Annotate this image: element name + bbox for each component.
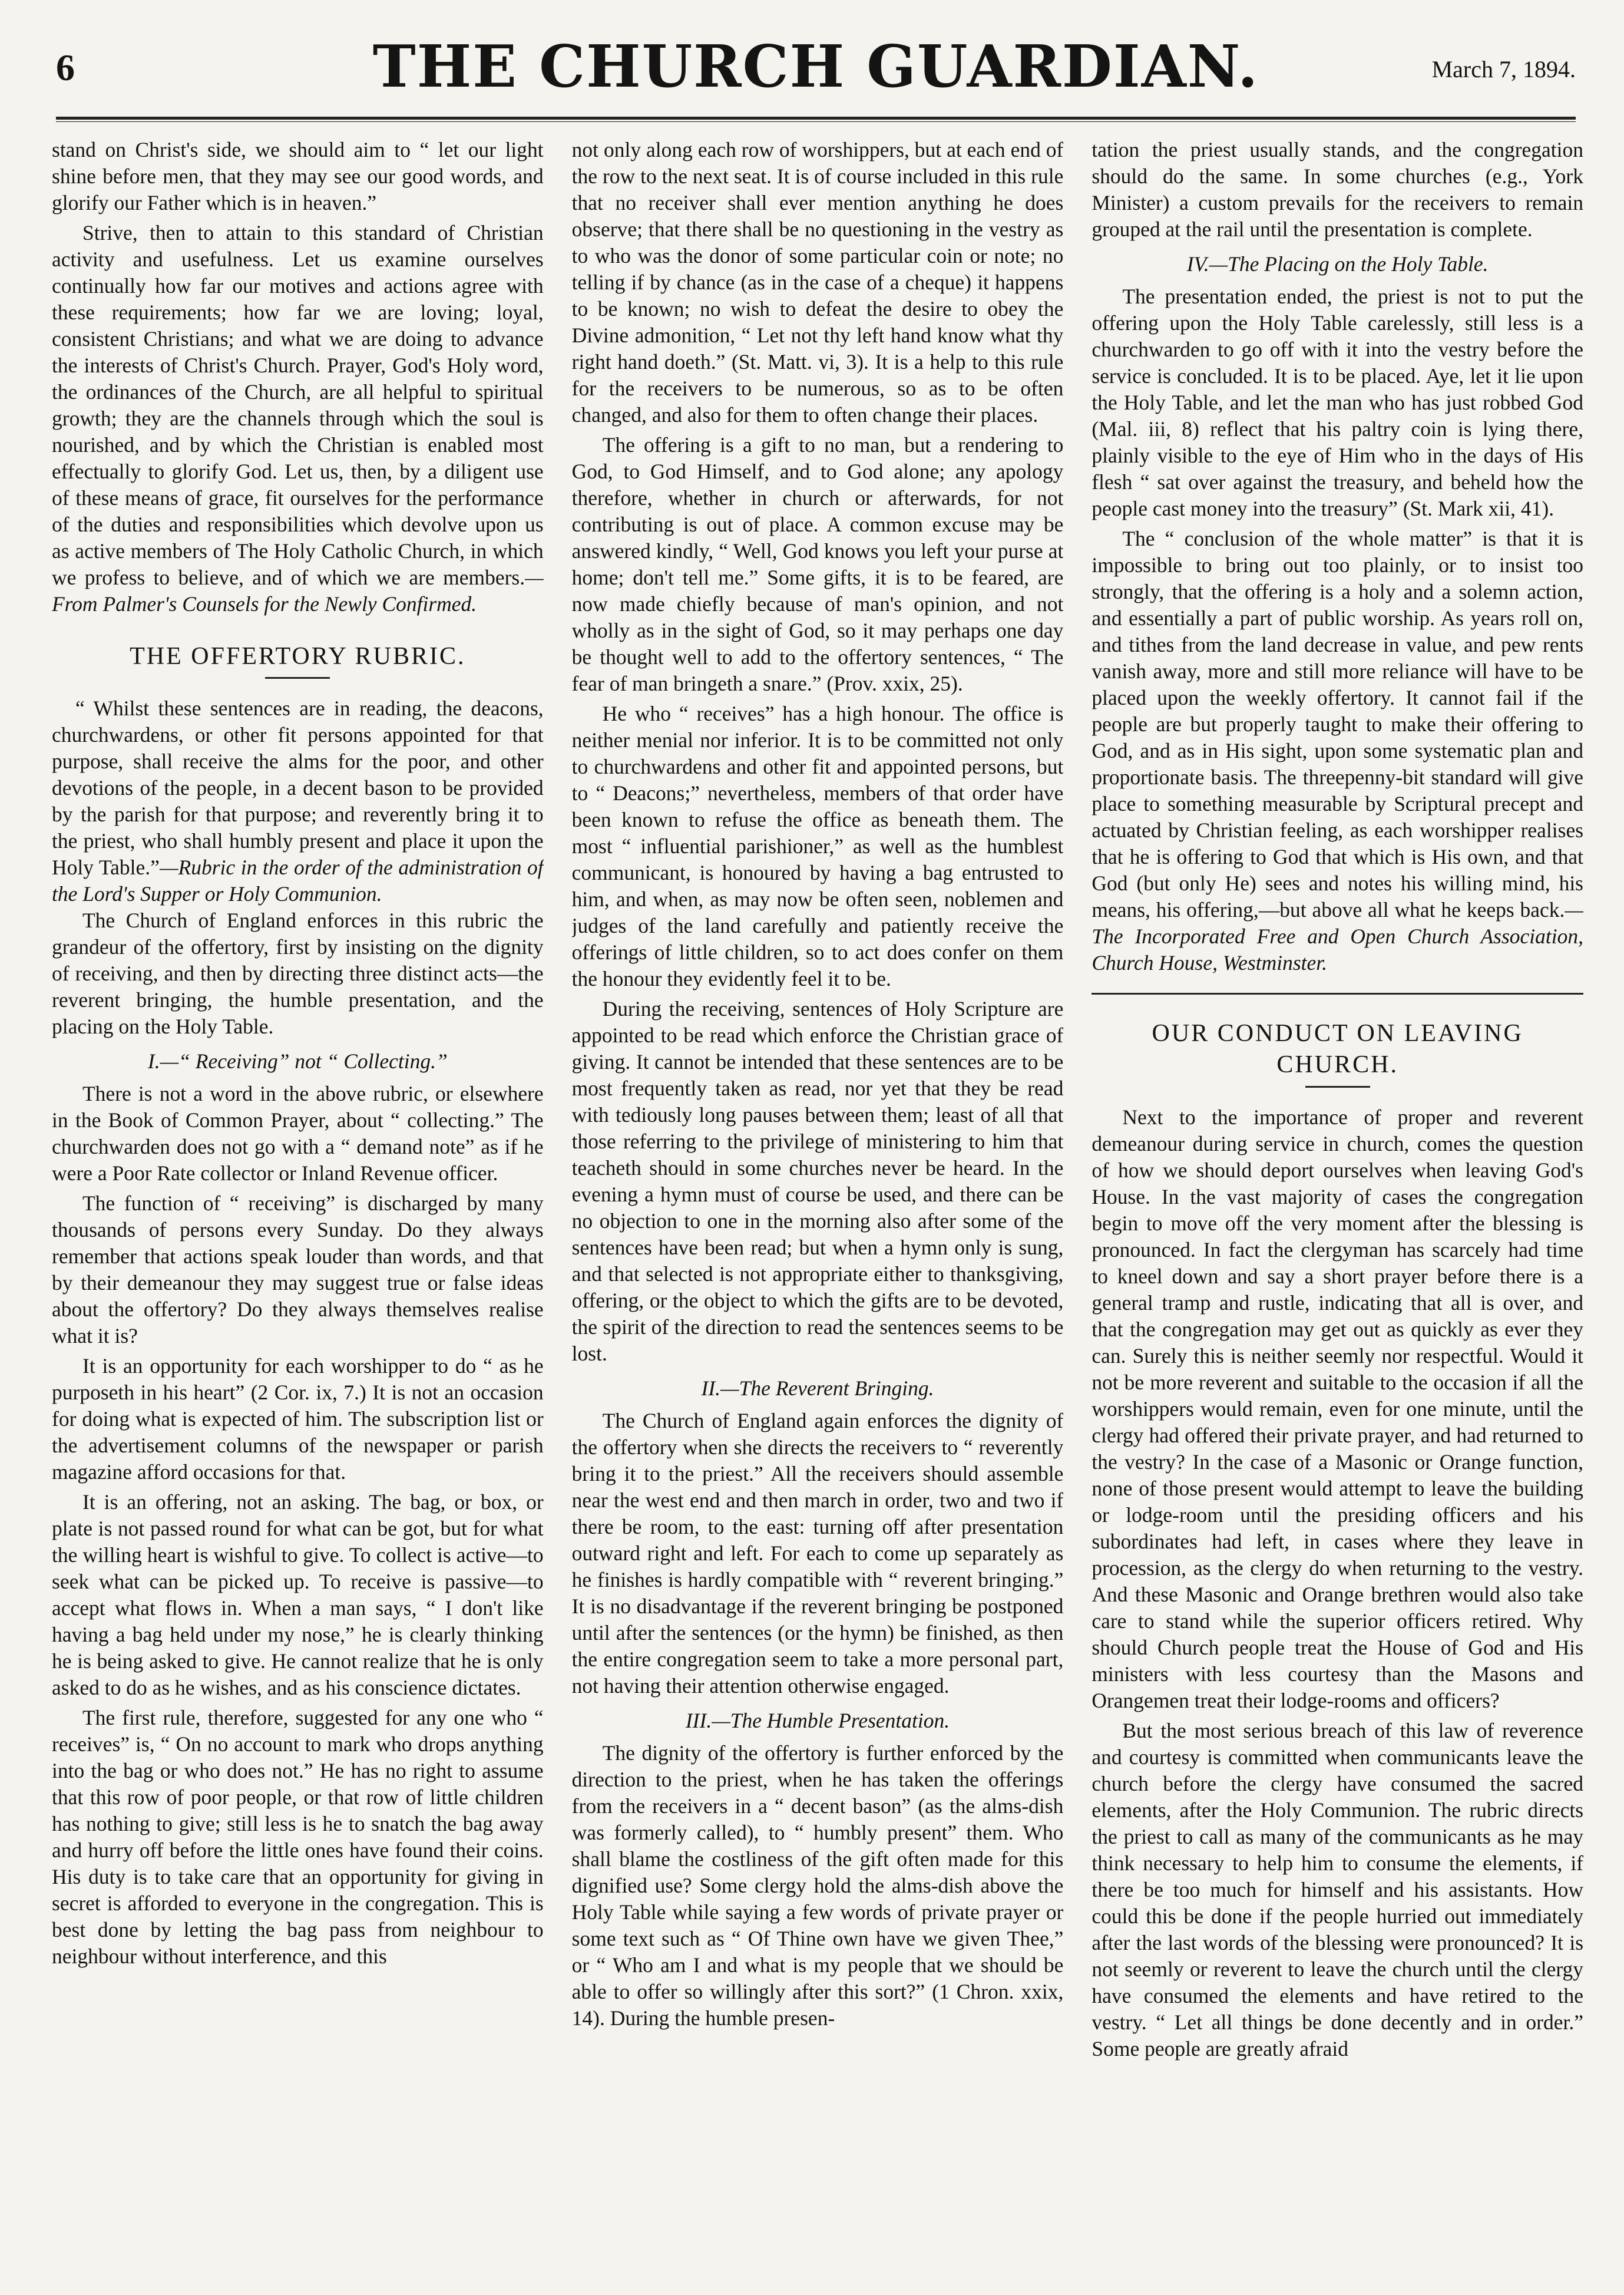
paragraph: But the most serious breach of this law of reverence and courtesy is committed when communicants leave the church before the clergy have consumed the sacred elements, after the Holy Communion. The rubric directs the priest to call as many of the communicants as he may think necessary to help him to consume the elements, if there be too much for himself and his assistants. How could this be done if the people hurried out immediately after the last words of the blessing were pronounced? It is not seemly or reverent to leave the church until the clergy have consumed the elements and have retired to the vestry. “ Let all things be done decently and in order.” Some people are greatly afraid	[1092, 1718, 1584, 2060]
paragraph: tation the priest usually stands, and the congregation should do the same. In some churches (e.g., York Minister) a custom prevails for the receivers to remain grouped at the rail until the presentation is complete.	[1092, 138, 1584, 241]
heading-rule	[265, 677, 330, 679]
paragraph: There is not a word in the above rubric, or elsewhere in the Book of Common Prayer, about “ collecting.” The churchwarden does not go with a “ demand note” as if he were a Poor Rate collector or Inland Revenue officer.	[52, 1082, 544, 1186]
subheading: IV.—The Placing on the Holy Table.	[1186, 252, 1489, 276]
source-credit: —The Incorporated Free and Open Church Association, Church House, Westminster.	[1092, 898, 1584, 975]
paragraph: not only along each row of worshippers, but at each end of the row to the next seat. It is of course included in this rule that no receiver shall ever mention anything he does observe; that there shall be no questioning in the vestry as to who was the donor of some particular coin or note; no telling if by chance (as in the case of a cheque) it happens to be known; no wish to defeat the desire to obey the Divine admonition, “ Let not thy left hand know what thy right hand doeth.” (St. Matt. vi, 3). It is a help to this rule for the receivers to be numerous, so as to be often changed, and also for them to often change their places.	[571, 138, 1064, 427]
source-credit: —From Palmer's Counsels for the Newly Confirmed.	[52, 566, 544, 616]
paragraph: The first rule, therefore, suggested for any one who “ receives” is, “ On no account to mark who drops anything into the bag or who does not.” He has no right to assume that this row of poor people, or that row of little children has nothing to give; still less is he to snatch the bag away and hurry off before the little ones have found their coins. His duty is to take care that an opportunity for giving in secret is afforded to everyone in the congregation. This is best done by letting the bag pass from neighbour to neighbour without interference, and this	[52, 1706, 544, 1969]
article-heading: OUR CONDUCT ON LEAVING CHURCH.	[1152, 1020, 1523, 1079]
paragraph: The Church of England again enforces the dignity of the offertory when she directs the receivers to “ reverently bring it to the priest.” All the receivers should assemble near the west end and then march in order, two and two if there be room, to the east: turning off after presentation outward right and left. For each to come up separately as he finishes is hardly compatible with “ reverent bringing.” It is no disadvantage if the reverent bringing be postponed until after the sentences (or the hymn) be finished, as then the entire congregation seem to take a more personal part, not having their attention otherwise engaged.	[571, 1409, 1064, 1698]
paragraph	[1092, 526, 1583, 976]
paragraph: It is an offering, not an asking. The bag, or box, or plate is not passed round for what can be got, but for what the willing heart is wishful to give. To collect is active—to seek what can be picked up. To receive is passive—to accept what flows in. When a man says, “ I don't like having a bag held under my nose,” he is clearly thinking he is being asked to give. He cannot realize that he is only asked to do as he wishes, and as his conscience dictates.	[52, 1490, 544, 1700]
paragraph: He who “ receives” has a high honour. The office is neither menial nor inferior. It is to be committed not only to churchwardens and other fit and appointed persons, but to “ Deacons;” nevertheless, members of that order have been known to refuse the office as beneath them. The most “ influential parishioner,” as well as the humblest communicant, is honoured by having a bag entrusted to him, and when, as may now be often seen, noblemen and judges of the land carefully and patiently receive the offerings of little children, so to act does confer on them the honour they evidently feel it to be.	[571, 702, 1064, 990]
paragraph: Next to the importance of proper and reverent demeanour during service in church, comes the question of how we should deport ourselves when leaving God's House. In the vast majority of cases the congregation begin to move off the very moment after the blessing is pronounced. In fact the clergyman has scarcely had time to kneel down and say a short prayer before there is a general tramp and rustle, indicating that all is over, and that the congregation may get out as quickly as ever they can. Surely this is neither seemly nor respectful. Would it not be more reverent and suitable to the occasion if all the worshippers would remain, even for one minute, until the clergy had offered their private prayer, and had returned to the vestry? In the case of a Masonic or Orange function, none of those present would attempt to leave the building or lodge-room until the presiding officers and his subordinates had left, in cases where they leave in procession, as the clergy do when returning to the vestry. And these Masonic and Orange brethren would also take care to stand while the superior officers retired. Why should Church people treat the House of God and His ministers with less courtesy than the Masons and Orangemen treat their lodge-rooms and officers?	[1092, 1105, 1584, 1712]
heading-rule	[1305, 1086, 1370, 1088]
subheading: II.—The Reverent Bringing.	[701, 1376, 934, 1400]
article-columns	[52, 137, 1583, 2270]
column-3	[1092, 137, 1583, 2270]
paragraph: The offering is a gift to no man, but a rendering to God, to God Himself, and to God alone; any apology therefore, whether in church or afterwards, for not contributing is out of place. A common excuse may be answered kindly, “ Well, God knows you left your purse at home; don't tell me.” Some gifts, it is to be feared, are now made chiefly because of man's opinion, and not wholly as in the sight of God, so it may perhaps one day be thought well to add to the offertory sentences, “ The fear of man bringeth a snare.” (Prov. xxix, 25).	[571, 433, 1064, 695]
masthead-rule	[56, 117, 1576, 122]
quote-text: “ Whilst these sentences are in reading, the deacons, churchwardens, or other fit persons appointed for that purpose, shall receive the alms for the poor, and other devotions of the people, in a decent bason to be provided by the parish for that purpose; and reverently bring it to the priest, who shall humbly present and place it upon the Holy Table.”	[52, 696, 544, 880]
section-divider	[1092, 993, 1583, 995]
source-credit: —Rubric in the order of the administration of the Lord's Supper or Holy Communion.	[52, 856, 544, 906]
paragraph	[52, 220, 544, 617]
masthead	[56, 28, 1576, 117]
paragraph: The dignity of the offertory is further enforced by the direction to the priest, when he has taken the offerings from the receivers in a “ decent bason” (as the alms-dish was formerly called), to “ humbly present” them. Who shall blame the costliness of the gift often made for this dignified use? Some clergy hold the alms-dish above the Holy Table while saying a few words of private prayer or some text such as “ Of Thine own have we given Thee,” or “ Who am I and what is my people that we should be able to offer so willingly after this sort?” (1 Chron. xxix, 14). During the humble presen-	[571, 1741, 1064, 2030]
subheading: I.—“ Receiving” not “ Collecting.”	[147, 1049, 448, 1074]
paragraph: During the receiving, sentences of Holy Scripture are appointed to be read which enforce the Christian grace of giving. It cannot be intended that these sentences are to be most frequently taken as read, nor yet that they be read with tediously long pauses between them; least of all that those referring to the privilege of ministering to him that teacheth should in some churches never be heard. In the evening a hymn must of course be used, and there can be no objection to one in the morning also after some of the sentences have been read; but when a hymn only is sung, and that selected is not appropriate either to thanksgiving, offering, or the object to which the gifts are to be devoted, the spirit of the direction to read the sentences seems to be lost.	[571, 997, 1064, 1365]
paragraph: The presentation ended, the priest is not to put the offering upon the Holy Table carelessly, still less is a churchwarden to go off with it into the vestry before the service is concluded. It is to be placed. Aye, let it lie upon the Holy Table, and let the man who has just robbed God (Mal. iii, 8) reflect that his paltry coin is lying there, plainly visible to the eye of Him who in the days of His flesh “ sat over against the treasury, and beheld how the people cast money into the treasury” (St. Mark xii, 41).	[1092, 285, 1584, 520]
paragraph	[52, 695, 544, 907]
column-1	[52, 137, 544, 2270]
article-heading: THE OFFERTORY RUBRIC.	[130, 643, 466, 670]
paragraph: The Church of England enforces in this rubric the grandeur of the offertory, first by insisting on the dignity of receiving, and then by directing three distinct acts—the reverent bringing, the humble presentation, and the placing on the Holy Table.	[52, 909, 544, 1039]
paragraph: stand on Christ's side, we should aim to “ let our light shine before men, that they may see our good words, and glorify our Father which is in heaven.”	[52, 138, 544, 214]
paragraph: It is an opportunity for each worshipper to do “ as he purposeth in his heart” (2 Cor. ix, 7.) It is not an occasion for doing what is expected of him. The subscription list or the advertisement columns of the newspaper or parish magazine afford occasions for that.	[52, 1354, 544, 1484]
issue-date: March 7, 1894.	[1431, 56, 1576, 82]
rubric-quote	[52, 695, 544, 907]
subheading: III.—The Humble Presentation.	[685, 1709, 950, 1732]
page-number: 6	[56, 47, 75, 88]
paragraph: The function of “ receiving” is discharged by many thousands of persons every Sunday. Do they always remember that actions speak louder than words, and that by their demeanour they may suggest true or false ideas about the offertory? Do they always themselves realise what it is?	[52, 1191, 544, 1348]
paragraph-text: The “ conclusion of the whole matter” is that it is impossible to bring out too plainly, or to insist too strongly, that the offering is a holy and a solemn action, and essentially a part of public worship. As years roll on, and tithes from the land decrease in value, and pew rents vanish away, more and still more reliance will have to be placed upon the weekly offertory. It cannot fail if the people are but properly taught to make their offering to God, and as in His sight, upon some systematic plan and proportionate basis. The threepenny-bit standard will give place to something measurable by Scriptural precept and actuated by Christian feeling, as each worshipper realises that he is offering to God that which is His own, and that God (but only He) sees and notes his willing mind, his means, his offering,—but above all what he keeps back.	[1092, 527, 1584, 922]
newspaper-title: THE CHURCH GUARDIAN.	[372, 33, 1259, 101]
paragraph-text: Strive, then to attain to this standard of Christian activity and usefulness. Let us examine ourselves continually how far our motives and actions agree with these requirements; how far we are loving; loyal, consistent Christians; and what we are doing to advance the interests of Christ's Church. Prayer, God's Holy word, the ordinances of the Church, are all helpful to spiritual growth; they are the channels through which the soul is nourished, and by which the Christian is enabled most effectually to glorify God. Let us, then, by a diligent use of these means of grace, fit ourselves for the performance of the duties and responsibilities which devolve upon us as active members of The Holy Catholic Church, in which we profess to believe, and of which we are members.	[52, 221, 544, 589]
column-2	[572, 137, 1064, 2270]
